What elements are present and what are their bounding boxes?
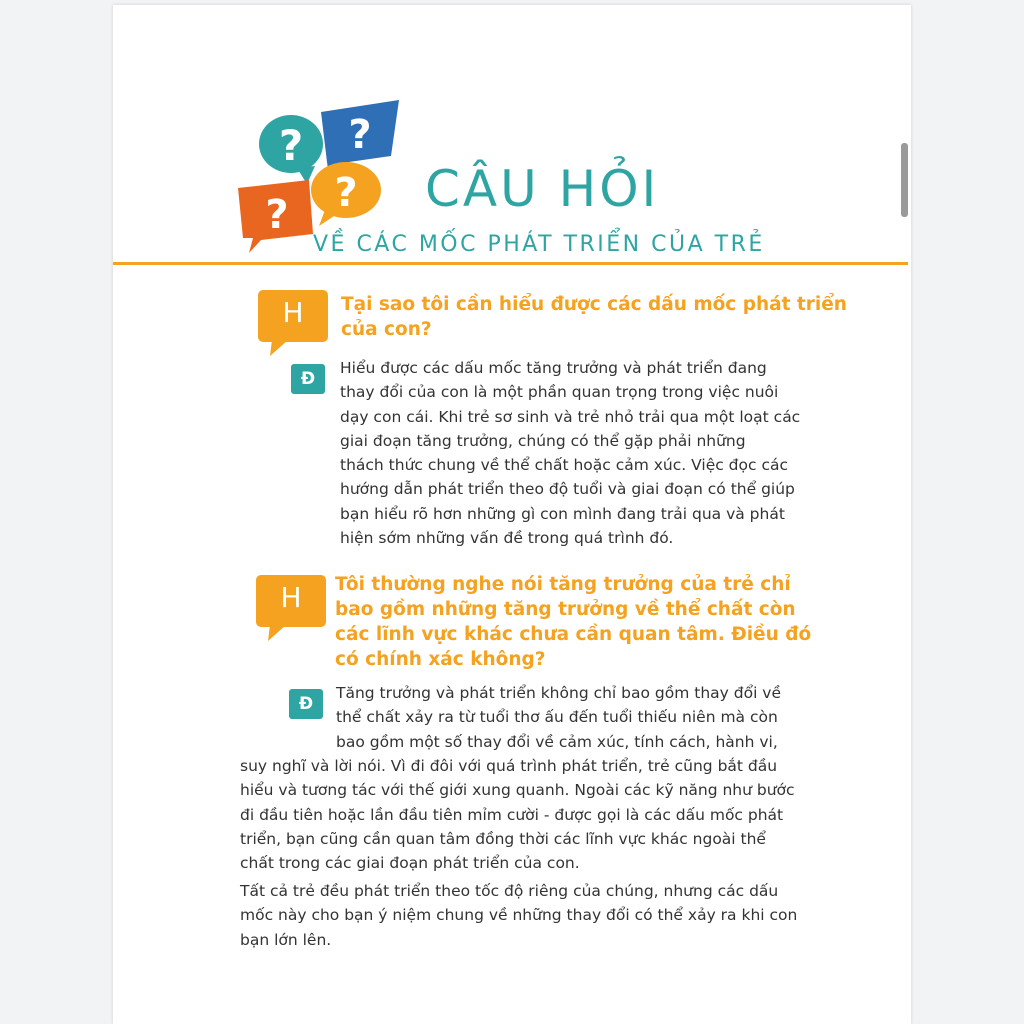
page-title: CÂU HỎI [425,160,660,218]
answer-badge-icon: Đ [291,364,325,394]
svg-text:?: ? [265,192,289,238]
header-divider [113,262,908,265]
svg-text:?: ? [348,112,372,158]
answer-2-indented: Tăng trưởng và phát triển không chỉ bao gồm thay đổi về thể chất xảy ra từ tuổi thơ ấu đến tuổi thiếu niên mà còn bao gồm một số thay đổi về cảm xúc, tính cách, hành vi, [336,684,782,751]
question-badge-icon: H [258,290,333,358]
question-2: Tôi thường nghe nói tăng trưởng của trẻ chỉ bao gồm những tăng trưởng về thể chất còn các lĩnh vực khác chưa cần quan tâm. Điều đó có chính xác không? [335,574,812,670]
vertical-scrollbar[interactable] [901,143,908,217]
svg-text:?: ? [278,121,304,170]
question-speech-bubbles-icon [235,98,405,253]
svg-text:?: ? [334,170,358,216]
answer-2-extra-paragraph: Tất cả trẻ đều phát triển theo tốc độ riêng của chúng, nhưng các dấu mốc này cho bạn ý niệm chung về những thay đổi có thể xảy ra khi con bạn lớn lên. [240,882,798,949]
answer-2: suy nghĩ và lời nói. Vì đi đôi với quá trình phát triển, trẻ cũng bắt đầu hiểu và tương tác với thế giới xung quanh. Ngoài các kỹ năng như bước đi đầu tiên hoặc lần đầu tiên mỉm cười - được gọi là các dấu mốc phát triển, bạn cũng cần quan tâm đồng thời các lĩnh vực khác ngoài thể chất trong các giai đoạn phát triển của con. [240,757,795,873]
answer-badge-icon: Đ [289,689,323,719]
question-1: Tại sao tôi cần hiểu được các dấu mốc phát triển của con? [341,294,847,340]
answer-1: Hiểu được các dấu mốc tăng trưởng và phát triển đang thay đổi của con là một phần quan trọng trong việc nuôi dạy con cái. Khi trẻ sơ sinh và trẻ nhỏ trải qua một loạt các giai đoạn tăng trưởng, chúng có thể gặp phải những thách thức chung về thể chất hoặc cảm xúc. Việc đọc các hướng dẫn phát triển theo độ tuổi và giai đoạn có thể giúp bạn hiểu rõ hơn những gì con mình đang trải qua và phát hiện sớm những vấn đề trong quá trình đó. [340,359,801,548]
question-badge-icon: H [256,575,331,643]
page-subtitle: VỀ CÁC MỐC PHÁT TRIỂN CỦA TRẺ [313,232,765,257]
